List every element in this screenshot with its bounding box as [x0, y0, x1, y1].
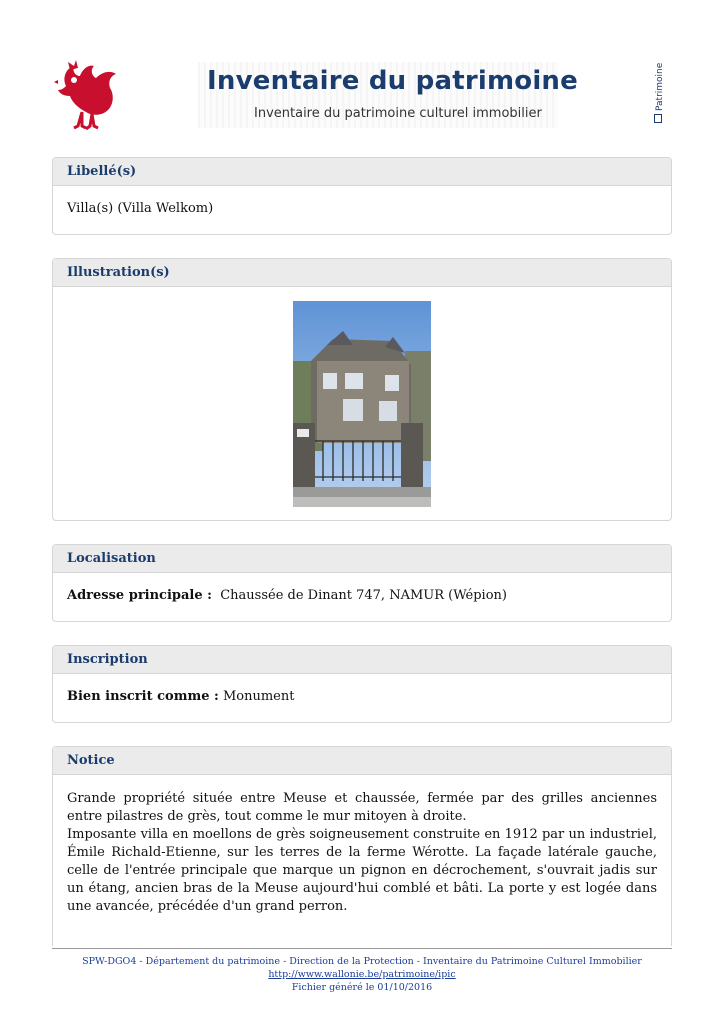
notice-panel [52, 746, 672, 946]
notice-heading: Notice [53, 747, 671, 775]
libelle-value: Villa(s) (Villa Welkom) [67, 201, 214, 216]
patrimoine-side-tag [652, 62, 666, 126]
footer-divider [52, 948, 672, 949]
address-value: Chaussée de Dinant 747, NAMUR (Wépion) [220, 588, 507, 603]
page-footer [52, 955, 672, 994]
inscription-heading: Inscription [53, 646, 671, 674]
libelle-panel [52, 157, 672, 235]
footer-credit: SPW-DGO4 - Département du patrimoine - Direction de la Protection - Inventaire du Patrimoine Culturel Immobilier [82, 956, 642, 967]
footer-link[interactable]: http://www.wallonie.be/patrimoine/ipic [268, 969, 456, 980]
brand-subtitle: Inventaire du patrimoine culturel immobilier [254, 106, 542, 121]
inscription-panel [52, 645, 672, 723]
libelle-heading: Libellé(s) [53, 158, 671, 186]
brand-title: Inventaire du patrimoine [207, 66, 578, 96]
side-tag-icon [654, 114, 662, 123]
villa-photo[interactable] [293, 301, 431, 507]
localisation-panel [52, 544, 672, 622]
side-tag-label: Patrimoine [655, 62, 665, 111]
inscription-label: Bien inscrit comme : [67, 689, 219, 704]
footer-generated-date: Fichier généré le 01/10/2016 [291, 982, 433, 993]
localisation-heading: Localisation [53, 545, 671, 573]
walloon-rooster-logo [52, 56, 126, 130]
page-header [0, 0, 725, 140]
address-label: Adresse principale : [67, 588, 212, 603]
illustration-panel [52, 258, 672, 521]
illustration-heading: Illustration(s) [53, 259, 671, 287]
notice-paragraph-1: Grande propriété située entre Meuse et chaussée, fermée par des grilles anciennes entre pilastres de grès, tout comme le mur mitoyen à droite. [67, 791, 657, 824]
inscription-value: Monument [222, 689, 295, 704]
notice-paragraph-2: Imposante villa en moellons de grès soigneusement construite en 1912 par un industriel, Émile Richald-Etienne, sur les terres de la ferme Wérotte. La façade latérale gauche, celle de l'entrée principale que marque un pignon en décrochement, s'ouvrait jadis sur un étang, ancien bras de la Meuse aujourd'hui comblé et bâti. La porte y est logée dans une avancée, précédée d'un grand perron. [67, 827, 657, 914]
